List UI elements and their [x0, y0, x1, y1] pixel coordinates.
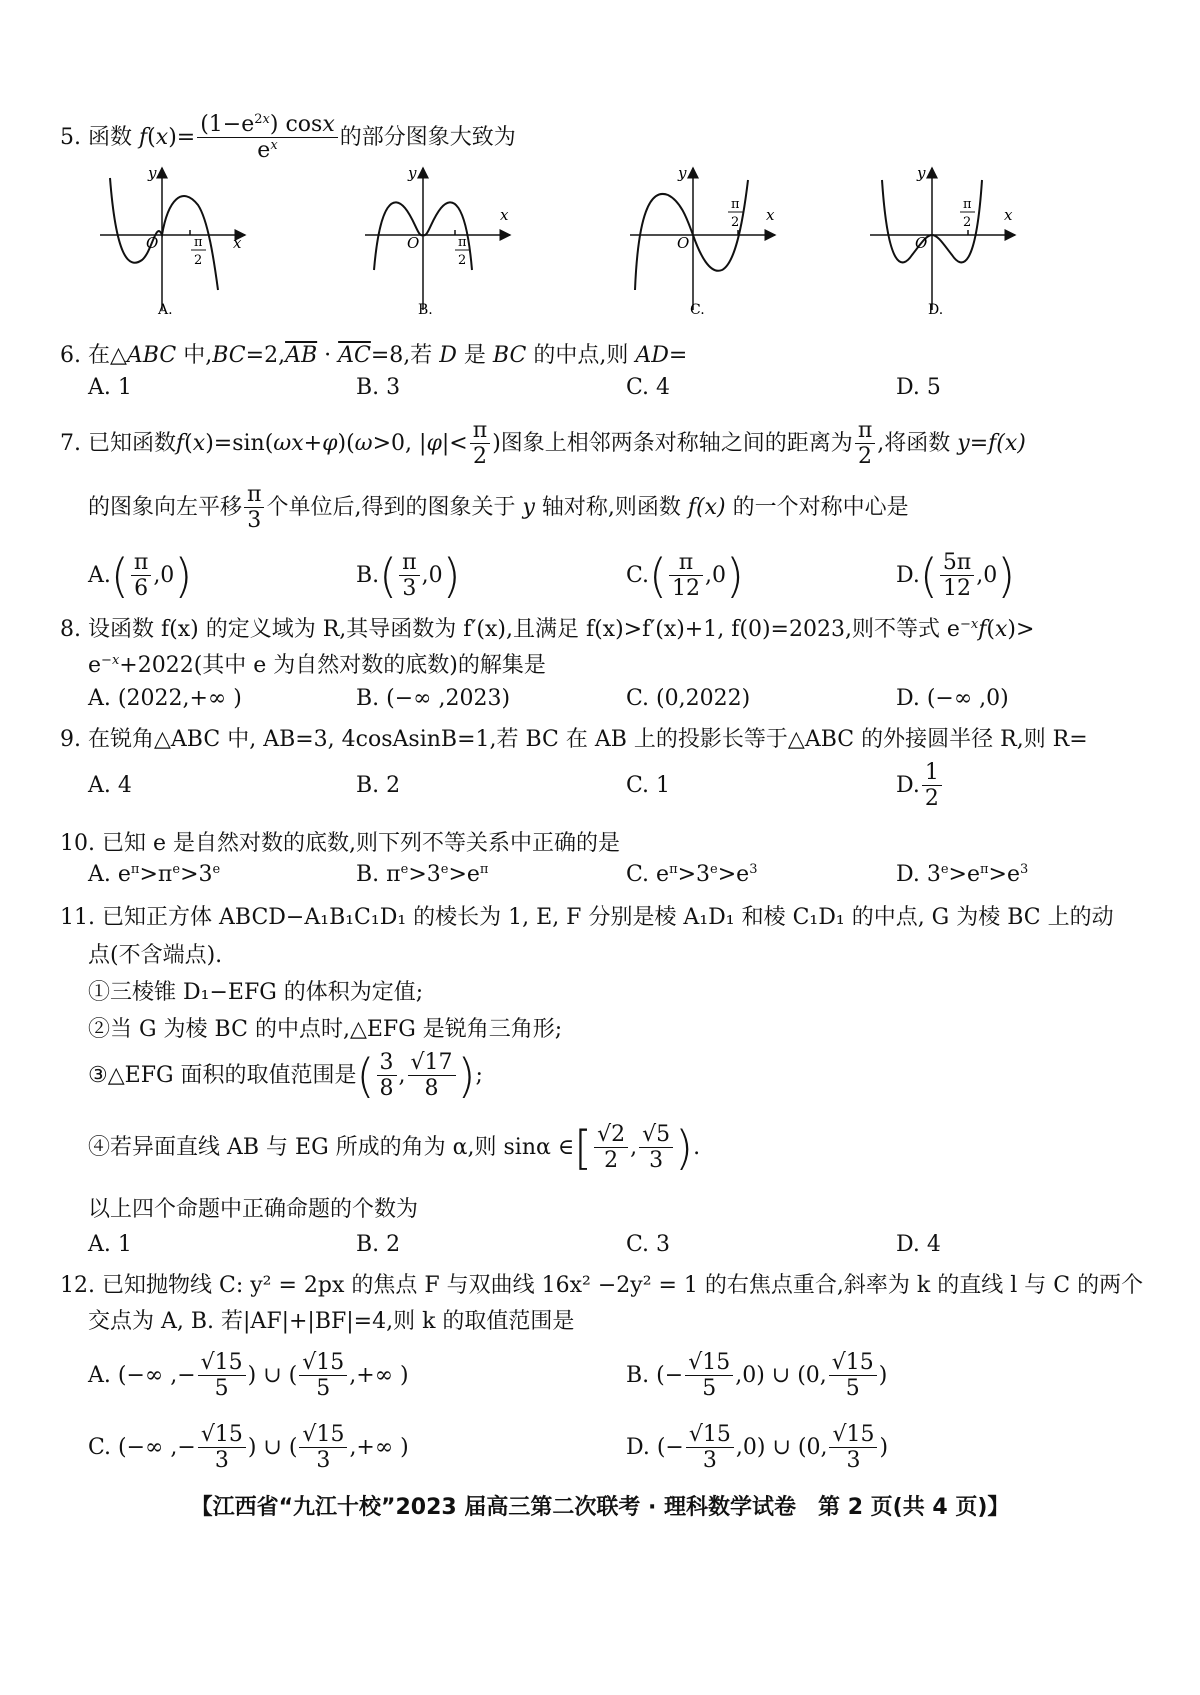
q11-statement-2: ②当 G 为棱 BC 的中点时,△EFG 是锐角三角形; [88, 1017, 563, 1042]
q7-text: y=f(x) [957, 430, 1026, 456]
svg-text:x: x [1004, 206, 1013, 224]
q12-option-d[interactable]: D. (− $\frac{√15}{3}$ ,0) ∪ (0, $\frac{√15}{3}$ ) [626, 1422, 889, 1474]
q7-option-c[interactable]: C.( $\frac{\pi}{12}$ ,0) [626, 548, 744, 603]
q11-option-d[interactable]: D. 4 [896, 1232, 941, 1257]
q11-number: 11. [60, 905, 95, 930]
q11-line2: 点(不含端点). [88, 943, 223, 968]
q6-line [60, 338, 687, 369]
q5-text-pre: 函数 [88, 124, 133, 150]
q6-text: 是 [456, 343, 493, 368]
q7-number: 7. [60, 430, 81, 456]
q10-line [60, 826, 620, 857]
q8-option-c[interactable]: C. (0,2022) [626, 686, 751, 711]
q12-line2: 交点为 A, B. 若|AF|+|BF|=4,则 k 的取值范围是 [88, 1309, 575, 1334]
svg-text:x: x [233, 234, 242, 252]
q7-text: y [522, 494, 535, 520]
q8-option-d[interactable]: D. (−∞ ,0) [896, 686, 1009, 711]
q11-line1 [60, 900, 1114, 931]
q7-option-b[interactable]: B.( $\frac{\pi}{3}$ ,0) [356, 548, 461, 603]
q6-option-b[interactable]: B. 3 [356, 375, 401, 400]
q12-line1 [60, 1268, 1143, 1299]
q5-formula: $\frac{(1-e^{2x}) \cos x}{e^x}$ [197, 112, 338, 164]
q6-text: 在△ [88, 343, 127, 368]
q7-text: f(x) [687, 494, 726, 520]
q9-line [60, 722, 1088, 753]
q5-text-post: 的部分图象大致为 [339, 124, 516, 150]
q9-number: 9. [60, 727, 81, 752]
q6-option-d[interactable]: D. 5 [896, 375, 941, 400]
q7-text: 轴对称,则函数 [534, 494, 688, 520]
q12-option-a[interactable]: A. (−∞ ,− $\frac{√15}{5}$ ) ∪ ( $\frac{√15}{5}$ ,+∞ ) [88, 1350, 409, 1402]
q8-option-a[interactable]: A. (2022,+∞ ) [88, 686, 242, 711]
q6-option-c[interactable]: C. 4 [626, 375, 671, 400]
q11-statement-4: ④若异面直线 AB 与 EG 所成的角为 α,则 sinα ∈[ $\frac{√2}{2}$ , $\frac{√5}{3}$ ). [88, 1120, 701, 1175]
graph-c [630, 164, 775, 318]
q12-number: 12. [60, 1273, 95, 1298]
q7-option-a[interactable]: A.( $\frac{\pi}{6}$ ,0) [88, 548, 193, 603]
svg-text:π: π [731, 197, 740, 212]
q6-number: 6. [60, 343, 81, 368]
q6-text: = [668, 343, 688, 368]
q6-abc: ABC [126, 343, 177, 368]
q6-bc: BC [492, 343, 527, 368]
q9-option-a[interactable]: A. 4 [88, 773, 132, 798]
q6-option-a[interactable]: A. 1 [88, 375, 132, 400]
svg-text:A.: A. [158, 302, 173, 318]
svg-text:π: π [458, 235, 467, 250]
svg-text:y: y [408, 164, 417, 182]
q10-option-d[interactable]: D. $3^e>e^\pi>e^3$ [896, 862, 1029, 887]
q6-ad: AD [635, 343, 669, 368]
q11-statement-3: ③△EFG 面积的取值范围是( $\frac{3}{8}$ , $\frac{√17}{8}$ ); [88, 1048, 483, 1103]
q6-vector-ab: $\overline{AB}$ [285, 343, 318, 368]
q9-option-d[interactable]: D. $\frac{1}{2}$ [896, 760, 944, 812]
q11-statement-1: ①三棱锥 D₁−EFG 的体积为定值; [88, 980, 424, 1005]
svg-text:x: x [766, 206, 775, 224]
q5-eq: = [176, 124, 196, 150]
q8-line2: $e^{-x}+2022$(其中 e 为自然对数的底数)的解集是 [88, 653, 546, 678]
svg-text:O: O [407, 234, 420, 252]
q9-option-c[interactable]: C. 1 [626, 773, 671, 798]
q8-option-b[interactable]: B. (−∞ ,2023) [356, 686, 511, 711]
q7-text: 已知函数 [88, 430, 177, 456]
q10-option-c[interactable]: C. $e^\pi>3^e>e^3$ [626, 862, 758, 887]
q11-question: 以上四个命题中正确命题的个数为 [88, 1197, 419, 1222]
q11-option-a[interactable]: A. 1 [88, 1232, 132, 1257]
svg-text:π: π [963, 197, 972, 212]
svg-text:O: O [677, 234, 690, 252]
q10-option-a[interactable]: A. $e^\pi>\pi^e>3^e$ [88, 862, 221, 887]
q8-number: 8. [60, 617, 81, 642]
q6-text: =8,若 [370, 343, 440, 368]
graph-a [100, 164, 245, 318]
q7-text: ,将函数 [877, 430, 958, 456]
q6-bc: BC [212, 343, 246, 368]
svg-text:y: y [678, 164, 687, 182]
q9-text: 在锐角△ABC 中, AB=3, 4cosAsinB=1,若 BC 在 AB 上的投影长等于△ABC 的外接圆半径 R,则 R= [88, 727, 1088, 752]
svg-text:O: O [915, 234, 928, 252]
q7-text: 的一个对称中心是 [725, 494, 909, 520]
svg-text:2: 2 [731, 215, 740, 230]
q5-graphs [90, 160, 1140, 330]
svg-text:2: 2 [963, 215, 972, 230]
q8-text: 设函数 f(x) 的定义域为 R,其导函数为 f′(x),且满足 f(x)>f′(x)+1, f(0)=2023,则不等式 e [88, 617, 960, 642]
q8-text: +2022(其中 e 为自然对数的底数)的解集是 [119, 653, 546, 678]
svg-text:2: 2 [458, 253, 467, 268]
svg-text:O: O [146, 234, 159, 252]
q7-text: 个单位后,得到的图象关于 [266, 494, 523, 520]
q7-line1: 7. 已知函数f(x)=sin(ωx+φ)(ω>0, |φ|< $\frac{\pi}{2}$ )图象上相邻两条对称轴之间的距离为 $\frac{\pi}{2}$ ,将函数 y=f(x) [60, 418, 1026, 470]
q7-line2: 的图象向左平移 $\frac{\pi}{3}$ 个单位后,得到的图象关于 y 轴对称,则函数 f(x) 的一个对称中心是 [88, 482, 909, 534]
q10-text: 已知 e 是自然对数的底数,则下列不等关系中正确的是 [102, 831, 621, 856]
q5-line: 5. 函数 f(x)= $\frac{(1-e^{2x}) \cos x}{e^x}$ 的部分图象大致为 [60, 112, 516, 164]
q6-dot: · [317, 343, 339, 368]
q6-text: =2, [245, 343, 286, 368]
q12-option-b[interactable]: B. (− $\frac{√15}{5}$ ,0) ∪ (0, $\frac{√15}{5}$ ) [626, 1350, 888, 1402]
q6-vector-ac: $\overline{AC}$ [338, 343, 371, 368]
q6-text: 的中点,则 [526, 343, 636, 368]
page-footer: 【江西省“九江十校”2023 届高三第二次联考 · 理科数学试卷 第 2 页(共 4 页)】 [190, 1495, 1010, 1520]
q11-option-b[interactable]: B. 2 [356, 1232, 401, 1257]
svg-text:y: y [917, 164, 926, 182]
q7-text: 的图象向左平移 [88, 494, 243, 520]
svg-text:2: 2 [194, 253, 203, 268]
graph-b [365, 164, 510, 318]
q9-option-b[interactable]: B. 2 [356, 773, 401, 798]
graph-d [870, 164, 1015, 318]
svg-text:C.: C. [690, 302, 705, 318]
q7-option-d[interactable]: D.( $\frac{5\pi}{12}$ ,0) [896, 548, 1016, 603]
q6-d: D [439, 343, 457, 368]
q7-text: 图象上相邻两条对称轴之间的距离为 [500, 430, 853, 456]
q11-option-c[interactable]: C. 3 [626, 1232, 671, 1257]
q10-number: 10. [60, 831, 95, 856]
q6-text: 中, [176, 343, 213, 368]
svg-text:y: y [148, 164, 157, 182]
q8-line1: 8. 设函数 f(x) 的定义域为 R,其导函数为 f′(x),且满足 f(x)>f′(x)+1, f(0)=2023,则不等式 $e^{-x}f(x)>$ [60, 617, 1035, 642]
svg-text:D.: D. [928, 302, 944, 318]
q12-option-c[interactable]: C. (−∞ ,− $\frac{√15}{3}$ ) ∪ ( $\frac{√15}{3}$ ,+∞ ) [88, 1422, 409, 1474]
svg-text:x: x [500, 206, 509, 224]
q5-number: 5. [60, 124, 81, 150]
svg-text:π: π [194, 235, 203, 250]
q12-text: 已知抛物线 C: y² = 2px 的焦点 F 与双曲线 16x² −2y² = 1 的右焦点重合,斜率为 k 的直线 l 与 C 的两个 [102, 1273, 1144, 1298]
svg-text:B.: B. [418, 302, 433, 318]
q10-option-b[interactable]: B. $\pi^e>3^e>e^\pi$ [356, 862, 489, 887]
q11-text: 已知正方体 ABCD−A₁B₁C₁D₁ 的棱长为 1, E, F 分别是棱 A₁D₁ 和棱 C₁D₁ 的中点, G 为棱 BC 上的动 [102, 905, 1114, 930]
